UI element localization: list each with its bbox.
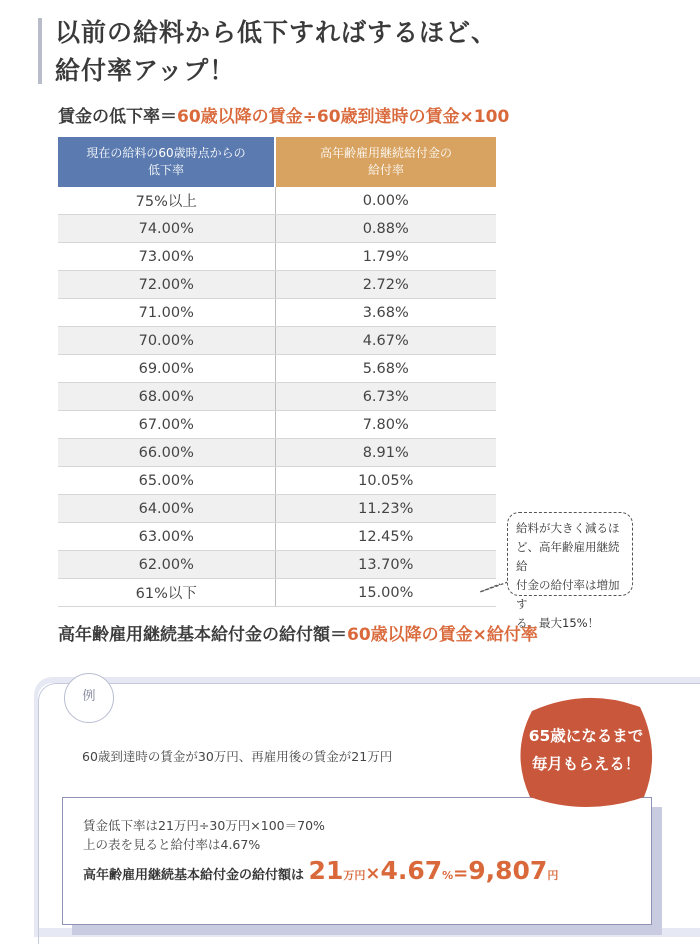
benefit-rate-table [58,137,496,607]
benefit-rate-cell: 8.91% [275,439,496,467]
benefit-rate-cell: 3.68% [275,299,496,327]
decline-rate-cell: 72.00% [58,271,275,299]
decline-rate-cell: 71.00% [58,299,275,327]
table-row [58,495,496,523]
formula-label: 賃金の低下率＝ [58,107,177,127]
table-header-row [58,137,496,187]
decline-rate-cell: 73.00% [58,243,275,271]
table-row [58,327,496,355]
table-row [58,355,496,383]
table-row [58,187,496,215]
calc-result [83,856,651,885]
result-rate: 4.67 [380,856,443,885]
benefit-rate-cell: 12.45% [275,523,496,551]
decline-rate-cell: 61%以下 [58,579,275,607]
table-row [58,551,496,579]
benefit-rate-cell: 15.00% [275,579,496,607]
headline [55,14,497,90]
badge-line1: 65歳になるまで [528,727,644,745]
formula-expression: 60歳以降の賃金×給付率 [347,625,538,645]
formula-expression: 60歳以降の賃金÷60歳到達時の賃金×100 [177,107,510,127]
decline-rate-formula [58,102,509,127]
benefit-rate-cell: 2.72% [275,271,496,299]
badge-text [512,722,660,778]
table-row [58,523,496,551]
benefit-rate-cell: 0.88% [275,215,496,243]
table-row [58,243,496,271]
headline-line2: 給付率アップ！ [55,56,236,85]
decline-rate-cell: 65.00% [58,467,275,495]
benefit-rate-cell: 1.79% [275,243,496,271]
benefit-rate-cell: 6.73% [275,383,496,411]
bubble-line: 付金の給付率は増加す [516,578,620,611]
benefit-rate-cell: 5.68% [275,355,496,383]
decline-rate-cell: 74.00% [58,215,275,243]
table-row [58,467,496,495]
benefit-rate-cell: 0.00% [275,187,496,215]
result-label: 高年齢雇用継続基本給付金の給付額は [83,868,305,883]
result-equals: = [453,863,469,884]
result-amount-unit: 円 [547,869,559,882]
example-tag: 例 [64,673,114,723]
benefit-rate-cell: 10.05% [275,467,496,495]
example-condition: 60歳到達時の賃金が30万円、再雇用後の賃金が21万円 [60,736,438,778]
decline-rate-cell: 63.00% [58,523,275,551]
calc-line-1: 賃金低下率は21万円÷30万円×100＝70% [83,818,325,833]
benefit-rate-cell: 4.67% [275,327,496,355]
benefit-amount-formula [58,620,538,645]
result-wage: 21 [308,856,344,885]
bubble-line: 給料が大きく減るほ [516,521,620,535]
decline-rate-cell: 68.00% [58,383,275,411]
decline-rate-cell: 69.00% [58,355,275,383]
bubble-line: ど、高年齢雇用継続給 [516,540,620,573]
benefit-rate-cell: 13.70% [275,551,496,579]
decline-rate-cell: 62.00% [58,551,275,579]
benefit-rate-cell: 11.23% [275,495,496,523]
table-row [58,411,496,439]
table-row [58,383,496,411]
header-benefit-rate: 高年齢雇用継続給付金の 給付率 [275,137,496,187]
result-amount: 9,807 [468,856,548,885]
note-bubble [507,512,633,630]
result-wage-unit: 万円 [343,869,366,882]
result-times: × [365,863,381,884]
table-row [58,579,496,607]
decline-rate-cell: 66.00% [58,439,275,467]
badge-line2: 毎月もらえる！ [531,755,641,773]
result-rate-unit: % [442,869,454,882]
table-row [58,215,496,243]
formula-label: 高年齢雇用継続基本給付金の給付額＝ [58,625,347,645]
headline-line1: 以前の給料から低下すればするほど、 [55,18,498,47]
decline-rate-cell: 70.00% [58,327,275,355]
decline-rate-cell: 67.00% [58,411,275,439]
headline-accent-bar [38,18,42,84]
benefit-rate-cell: 7.80% [275,411,496,439]
table-row [58,299,496,327]
decline-rate-cell: 75%以上 [58,187,275,215]
header-decline-rate: 現在の給料の60歳時点からの 低下率 [58,137,275,187]
calculation-box [62,797,652,925]
table-row [58,439,496,467]
calc-line-2: 上の表を見ると給付率は4.67% [83,837,261,852]
table-row [58,271,496,299]
bubble-line: る。最大15%！ [516,616,600,630]
decline-rate-cell: 64.00% [58,495,275,523]
table-body [58,187,496,607]
